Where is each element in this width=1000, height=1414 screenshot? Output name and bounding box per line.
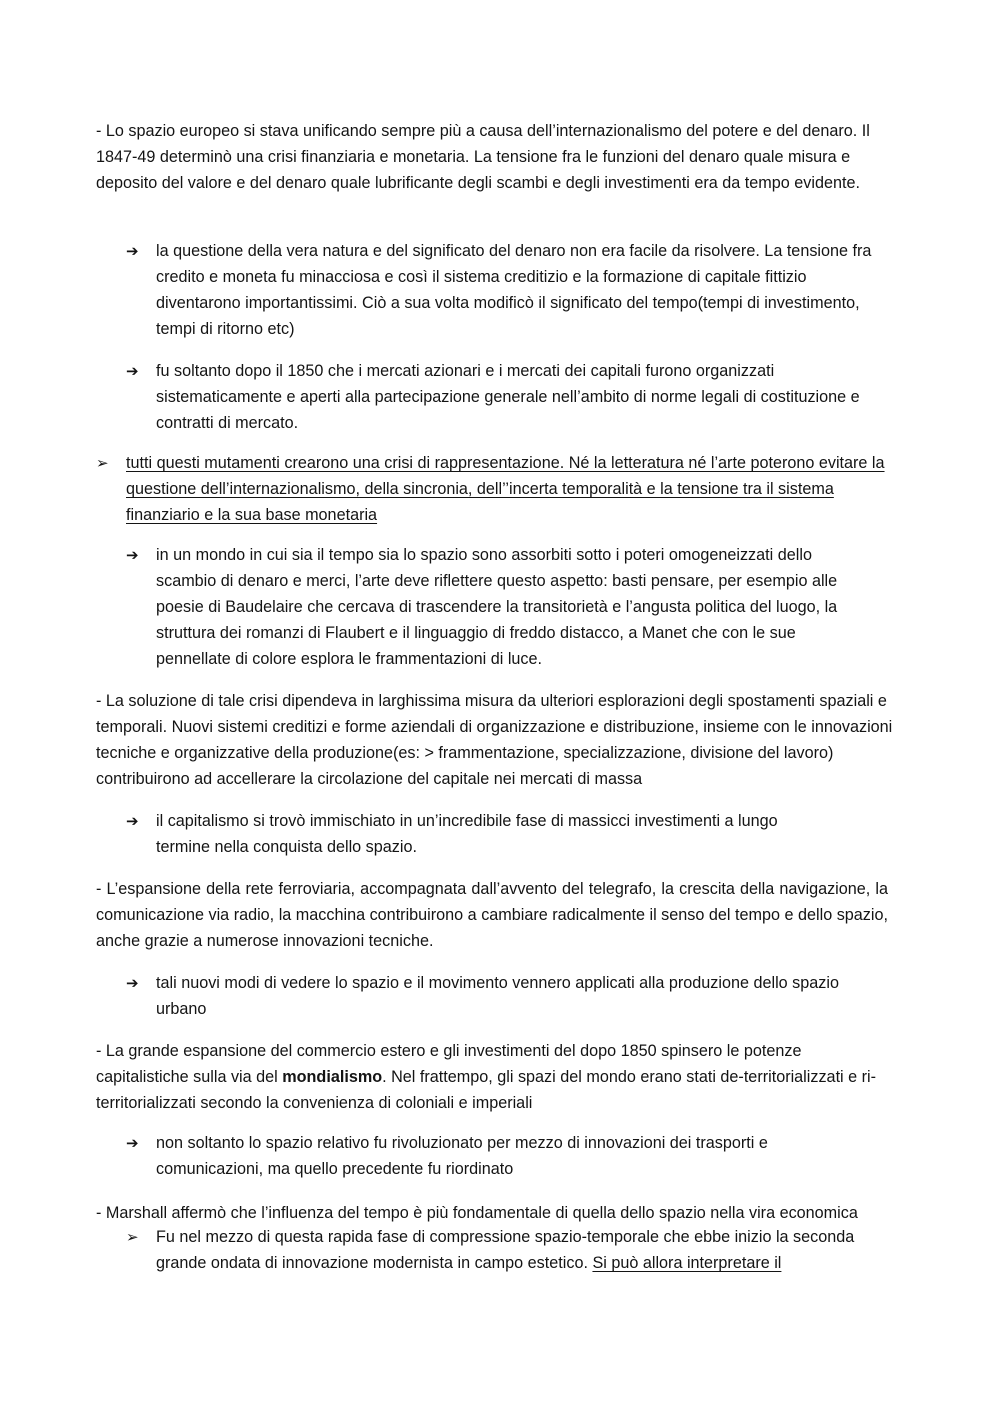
bullet-text: fu soltanto dopo il 1850 che i mercati azionari e i mercati dei capitali furono organizzati sistematicamente e aperti alla partecipazione generale nell’ambito di norme legali di costituzione e contratti di mercato. [156, 362, 860, 432]
bullet-item-money-nature [126, 238, 888, 342]
bullet-text: in un mondo in cui sia il tempo sia lo spazio sono assorbiti sotto i poteri omogeneizzati dello scambio di denaro e merci, l’arte deve riflettere questo aspetto: basti pensare, per esempio alle poesie di Baudelaire che cercava di trascendere la transitorietà e l’angusta politica del luogo, la struttura dei romanzi di Flaubert e il linguaggio di freddo distacco, a Manet che con le sue pennellate di colore esplora le frammentazioni di luce. [156, 546, 838, 668]
bullet-text: la questione della vera natura e del significato del denaro non era facile da risolvere. La tensione fra credito e moneta fu minacciosa e così il sistema creditizio e la formazione di capitale fittizio diventarono importantissimi. Ciò a sua volta modificò il significato del tempo(tempi di investimento, tempi di ritorno etc) [156, 242, 872, 338]
bullet-text [156, 1224, 886, 1276]
bullet-item-relative-space [126, 1130, 818, 1182]
arrow-bullet-icon: ➔ [126, 974, 139, 992]
bullet-item-urban-space [126, 970, 848, 1022]
bold-term-mondialismo: mondialismo [282, 1068, 383, 1086]
bullet-text: non soltanto lo spazio relativo fu rivoluzionato per mezzo di innovazioni dei trasporti e comunicazioni, ma quello precedente fu riordinato [156, 1134, 768, 1178]
triangle-bullet-icon: ➢ [96, 454, 109, 472]
arrow-bullet-icon: ➔ [126, 812, 139, 830]
triangle-bullet-icon: ➢ [126, 1228, 139, 1246]
bullet-text: il capitalismo si trovò immischiato in un’incredibile fase di massicci investimenti a lungo termine nella conquista dello spazio. [156, 812, 778, 856]
paragraph-text-before: - La grande espansione del commercio estero e gli investimenti del dopo 1850 spinsero le potenze capitalistiche sulla via del [96, 1042, 802, 1086]
paragraph-text-after: . Nel frattempo, gli spazi del mondo erano stati de-territorializzati e ri-territorializzati secondo la convenienza di coloniali e imperiali [96, 1068, 877, 1112]
paragraph-europe-space: - Lo spazio europeo si stava unificando sempre più a causa dell’internazionalismo del potere e del denaro. Il 1847-49 determinò una crisi finanziaria e monetaria. La tensione fra le funzioni del denaro quale misura e deposito del valore e del denaro quale lubrificante degli scambi e degli investimenti era da tempo evidente. [96, 122, 870, 192]
arrow-bullet-icon: ➔ [126, 1134, 139, 1152]
plain-text: Fu nel mezzo di questa rapida fase di compressione spazio-temporale che ebbe inizio la seconda grande ondata di innovazione modernista in campo estetico. [156, 1228, 855, 1272]
bullet-text: tali nuovi modi di vedere lo spazio e il movimento vennero applicati alla produzione dello spazio urbano [156, 974, 839, 1018]
triangle-item-modernist-wave [126, 1224, 886, 1276]
triangle-item-representation-crisis [96, 450, 894, 528]
underlined-text: Si può allora interpretare il [592, 1254, 782, 1272]
bullet-item-stock-markets [126, 358, 888, 436]
underlined-text: tutti questi mutamenti crearono una crisi di rappresentazione. Né la letteratura né l’arte poterono evitare la questione dell’internazionalismo, della sincronia, dell’’incerta temporalità e la tensione tra il sistema finanziario e la sua base monetaria [126, 454, 885, 524]
paragraph-railway-expansion: - L’espansione della rete ferroviaria, accompagnata dall’avvento del telegrafo, la crescita della navigazione, la comunicazione via radio, la macchina contribuirono a cambiare radicalmente il senso del tempo e dello spazio, anche grazie a numerose innovazioni tecniche. [96, 880, 888, 950]
bullet-item-art-reflection [126, 542, 868, 672]
paragraph-crisis-solution: - La soluzione di tale crisi dipendeva in larghissima misura da ulteriori esplorazioni degli spostamenti spaziali e temporali. Nuovi sistemi creditizi e forme aziendali di organizzazione e distribuzione, insieme con le innovazioni tecniche e organizzative della produzione(es: > frammentazione, specializzazione, divisione del lavoro) contribuirono ad accellerare la circolazione del capitale nei mercati di massa [96, 692, 893, 788]
arrow-bullet-icon: ➔ [126, 362, 139, 380]
paragraph-marshall: - Marshall affermò che l’influenza del tempo è più fondamentale di quella dello spazio nella vira economica [96, 1204, 858, 1222]
paragraph-foreign-trade [96, 1038, 894, 1116]
arrow-bullet-icon: ➔ [126, 242, 139, 260]
arrow-bullet-icon: ➔ [126, 546, 139, 564]
bullet-item-capitalism [126, 808, 826, 860]
